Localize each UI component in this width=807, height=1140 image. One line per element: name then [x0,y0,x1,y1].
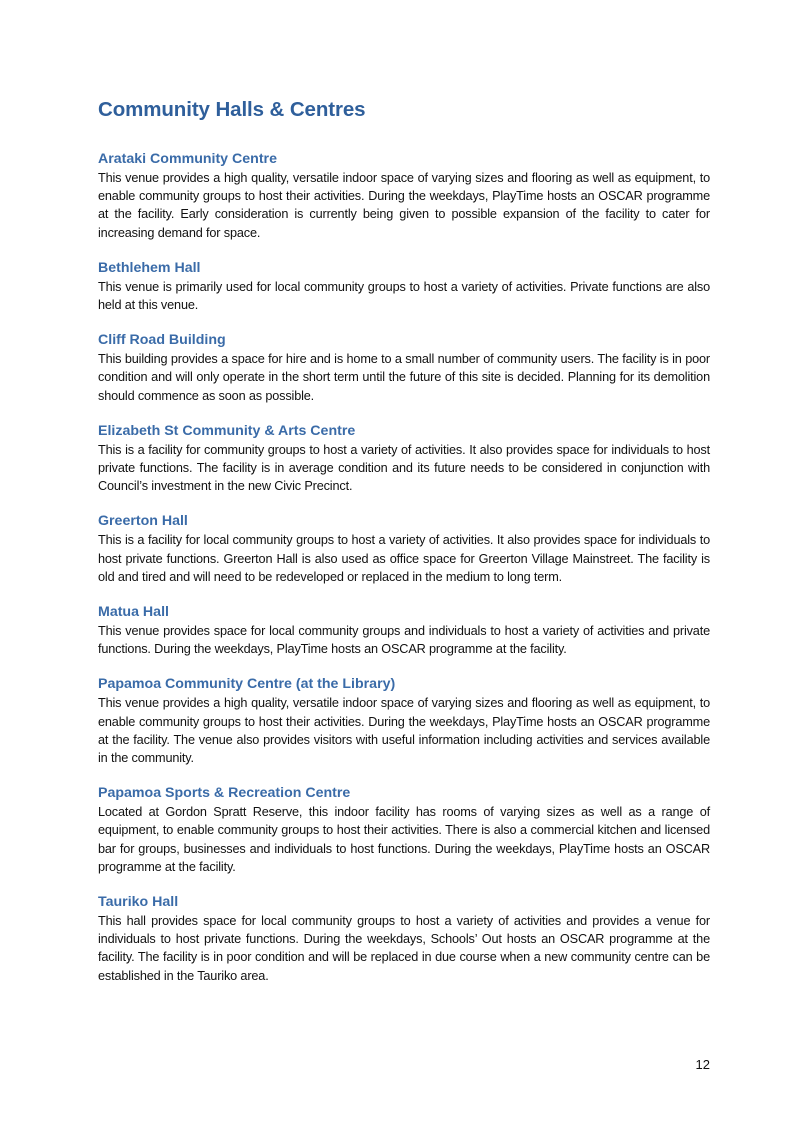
section-matua-hall [98,603,710,658]
section-body: This venue provides space for local community groups and individuals to host a variety of activities and private functions. During the weekdays, PlayTime hosts an OSCAR programme at the facility. [98,624,710,657]
section-papamoa-sports-recreation-centre [98,784,710,876]
section-heading: Bethlehem Hall [98,259,201,276]
section-papamoa-community-centre [98,675,710,767]
section-body: This hall provides space for local community groups to host a variety of activities and provides a venue for individuals to host private functions. During the weekdays, Schools’ Out hosts an OSCAR programme at the facility. The facility is in poor condition and will be replaced in due course when a new community centre can be established in the Tauriko area. [98,914,710,983]
section-body: This venue provides a high quality, versatile indoor space of varying sizes and flooring as well as equipment, to enable community groups to host their activities. During the weekdays, PlayTime hosts an OSCAR programme at the facility. The venue also provides visitors with useful information including activities and services available in the community. [98,696,710,766]
section-body: This building provides a space for hire and is home to a small number of community users. The facility is in poor condition and will only operate in the short term until the future of this site is decided. Planning for its demolition should commence as soon as possible. [98,352,710,403]
section-heading: Greerton Hall [98,513,188,530]
section-cliff-road-building [98,331,710,405]
section-tauriko-hall [98,893,710,985]
section-body: This is a facility for local community groups to host a variety of activities. It also provides space for individuals to host private functions. Greerton Hall is also used as office space for Greerton Village Mainstreet. The facility is old and tired and will need to be redeveloped or replaced in the medium to long term. [98,533,710,584]
section-heading: Cliff Road Building [98,332,226,349]
section-heading: Arataki Community Centre [98,151,277,167]
section-body: This is a facility for community groups to host a variety of activities. It also provides space for individuals to host private functions. The facility is in average condition and its future needs to be considered in conjunction with Council’s investment in the new Civic Precinct. [98,442,710,494]
section-elizabeth-st-community-arts-centre [98,422,710,496]
section-heading: Matua Hall [98,604,169,621]
section-heading: Papamoa Community Centre (at the Library) [98,676,396,693]
section-arataki-community-centre [98,150,710,242]
section-body: This venue is primarily used for local community groups to host a variety of activities. Private functions are also held at this venue. [98,279,710,313]
section-heading: Tauriko Hall [98,894,179,911]
section-greerton-hall [98,512,710,586]
section-body: This venue provides a high quality, versatile indoor space of varying sizes and flooring as well as equipment, to enable community groups to host their activities. During the weekdays, PlayTime hosts an OSCAR programme at the facility. Early consideration is currently being given to possible expansion of the facility to cater for increasing demand for space. [98,171,710,240]
section-heading: Papamoa Sports & Recreation Centre [98,785,351,802]
page-number: 12 [695,1057,710,1072]
document-page [98,96,710,1002]
section-body: Located at Gordon Spratt Reserve, this indoor facility has rooms of varying sizes as well as a range of equipment, to enable community groups to host their activities. There is also a commercial kitchen and licensed bar for groups, businesses and individuals to host functions. During the weekdays, PlayTime hosts an OSCAR programme at the facility. [98,805,710,874]
section-heading: Elizabeth St Community & Arts Centre [98,422,356,439]
section-bethlehem-hall [98,259,710,314]
page-title: Community Halls & Centres [98,98,366,121]
